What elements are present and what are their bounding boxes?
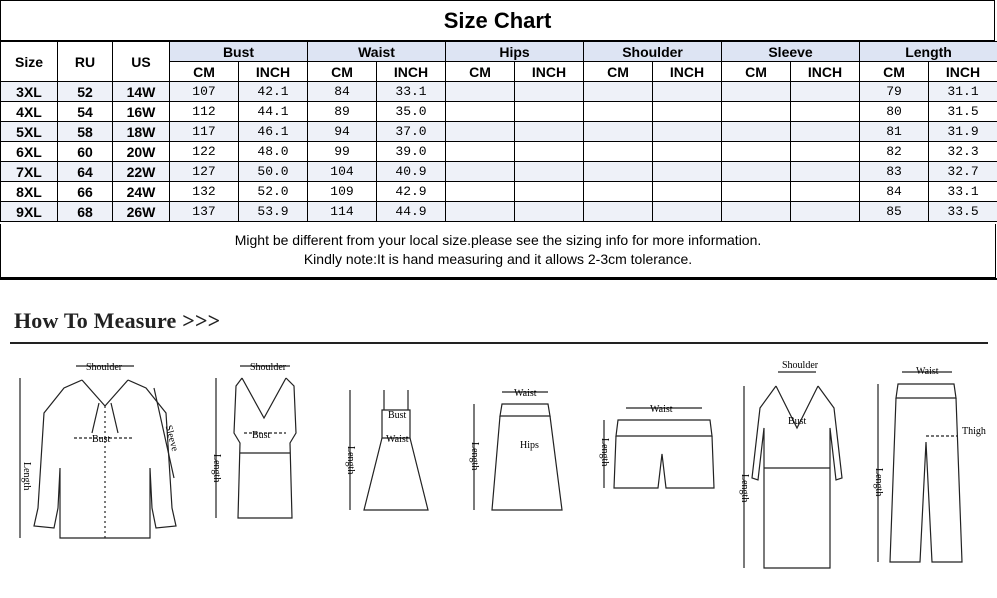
cell-empty [791, 202, 860, 222]
divider [10, 342, 988, 344]
coat-diagram [732, 358, 862, 588]
cell-size: 8XL [1, 182, 58, 202]
cell-empty [722, 142, 791, 162]
length-label: Length [469, 442, 480, 470]
cell-empty [722, 82, 791, 102]
cell-empty [515, 102, 584, 122]
cell-length-cm: 79 [860, 82, 929, 102]
cell-size: 4XL [1, 102, 58, 122]
cell-bust-in: 48.0 [239, 142, 308, 162]
dress-diagram [336, 380, 456, 580]
header-us: US [113, 42, 170, 82]
cell-empty [653, 142, 722, 162]
cell-waist-in: 42.9 [377, 182, 446, 202]
cell-empty [791, 162, 860, 182]
cell-empty [515, 142, 584, 162]
size-table [0, 41, 997, 222]
cell-empty [515, 182, 584, 202]
cell-length-in: 32.7 [929, 162, 997, 182]
shoulder-label: Shoulder [86, 362, 123, 373]
cell-waist-in: 44.9 [377, 202, 446, 222]
cell-empty [446, 102, 515, 122]
unit-header: CM [446, 62, 515, 82]
cell-length-cm: 83 [860, 162, 929, 182]
unit-header: INCH [515, 62, 584, 82]
cell-us: 26W [113, 202, 170, 222]
unit-header: INCH [653, 62, 722, 82]
cell-waist-in: 40.9 [377, 162, 446, 182]
cell-empty [722, 122, 791, 142]
cell-length-cm: 82 [860, 142, 929, 162]
cell-us: 24W [113, 182, 170, 202]
note-line: Kindly note:It is hand measuring and it allows 2-3cm tolerance. [1, 250, 995, 269]
cell-empty [584, 102, 653, 122]
cell-bust-cm: 117 [170, 122, 239, 142]
cell-empty [584, 162, 653, 182]
cell-empty [446, 122, 515, 142]
cell-waist-cm: 89 [308, 102, 377, 122]
cell-size: 6XL [1, 142, 58, 162]
cell-ru: 68 [58, 202, 113, 222]
cell-empty [446, 142, 515, 162]
how-to-measure-section [0, 278, 997, 598]
cell-ru: 58 [58, 122, 113, 142]
cell-waist-cm: 114 [308, 202, 377, 222]
cell-empty [515, 202, 584, 222]
cell-empty [515, 82, 584, 102]
length-label: Length [345, 446, 356, 474]
chart-title: Size Chart [0, 0, 995, 41]
cell-bust-cm: 132 [170, 182, 239, 202]
cell-us: 22W [113, 162, 170, 182]
cell-bust-in: 53.9 [239, 202, 308, 222]
waist-label: Waist [386, 434, 409, 445]
size-chart [0, 0, 997, 278]
length-label: Length [739, 474, 750, 502]
header-ru: RU [58, 42, 113, 82]
table-row [1, 182, 997, 202]
sleeve-label: Sleeve [163, 424, 181, 453]
cell-length-cm: 80 [860, 102, 929, 122]
unit-header: INCH [377, 62, 446, 82]
header-shoulder: Shoulder [584, 42, 722, 62]
cell-us: 20W [113, 142, 170, 162]
cell-empty [653, 82, 722, 102]
cell-empty [791, 122, 860, 142]
cell-ru: 60 [58, 142, 113, 162]
cell-empty [584, 202, 653, 222]
header-length: Length [860, 42, 997, 62]
cell-empty [584, 122, 653, 142]
table-row [1, 102, 997, 122]
cell-ru: 64 [58, 162, 113, 182]
unit-header: CM [170, 62, 239, 82]
bust-label: Bust [388, 410, 407, 421]
length-label: Length [21, 462, 32, 490]
cell-bust-in: 52.0 [239, 182, 308, 202]
cell-empty [791, 142, 860, 162]
cell-size: 7XL [1, 162, 58, 182]
cell-waist-in: 35.0 [377, 102, 446, 122]
table-row [1, 202, 997, 222]
cell-empty [446, 202, 515, 222]
cell-size: 9XL [1, 202, 58, 222]
how-to-measure-title: How To Measure >>> [14, 308, 220, 334]
cell-waist-cm: 104 [308, 162, 377, 182]
cell-us: 14W [113, 82, 170, 102]
cell-bust-in: 42.1 [239, 82, 308, 102]
cell-empty [584, 82, 653, 102]
cell-size: 5XL [1, 122, 58, 142]
cell-length-in: 33.5 [929, 202, 997, 222]
cell-length-cm: 84 [860, 182, 929, 202]
size-notes [0, 224, 996, 278]
thigh-label: Thigh [962, 426, 986, 437]
cell-length-cm: 81 [860, 122, 929, 142]
unit-header: CM [308, 62, 377, 82]
cell-bust-cm: 107 [170, 82, 239, 102]
cell-empty [722, 162, 791, 182]
cell-waist-cm: 109 [308, 182, 377, 202]
shirt-diagram [14, 358, 194, 588]
cell-length-in: 31.5 [929, 102, 997, 122]
cell-empty [653, 122, 722, 142]
cell-empty [446, 82, 515, 102]
cell-length-cm: 85 [860, 202, 929, 222]
header-waist: Waist [308, 42, 446, 62]
cell-empty [446, 162, 515, 182]
waist-label: Waist [650, 404, 673, 415]
unit-header: INCH [791, 62, 860, 82]
table-row [1, 162, 997, 182]
cell-empty [722, 182, 791, 202]
cell-empty [791, 182, 860, 202]
header-bust: Bust [170, 42, 308, 62]
cell-empty [515, 122, 584, 142]
cell-bust-in: 50.0 [239, 162, 308, 182]
unit-header: CM [860, 62, 929, 82]
cell-empty [446, 182, 515, 202]
table-row [1, 142, 997, 162]
header-size: Size [1, 42, 58, 82]
cell-length-in: 32.3 [929, 142, 997, 162]
cell-empty [584, 182, 653, 202]
table-row [1, 122, 997, 142]
cell-size: 3XL [1, 82, 58, 102]
bust-label: Bust [252, 430, 271, 441]
length-label: Length [599, 438, 610, 466]
cell-empty [584, 142, 653, 162]
unit-header: INCH [239, 62, 308, 82]
header-hips: Hips [446, 42, 584, 62]
cell-bust-cm: 122 [170, 142, 239, 162]
cell-waist-cm: 84 [308, 82, 377, 102]
length-label: Length [211, 454, 222, 482]
cell-ru: 52 [58, 82, 113, 102]
cell-empty [515, 162, 584, 182]
waist-label: Waist [916, 366, 939, 377]
cell-empty [791, 82, 860, 102]
unit-header: CM [584, 62, 653, 82]
cell-empty [653, 182, 722, 202]
cell-us: 16W [113, 102, 170, 122]
cell-bust-cm: 127 [170, 162, 239, 182]
waist-label: Waist [514, 388, 537, 399]
cell-bust-cm: 137 [170, 202, 239, 222]
cell-bust-in: 44.1 [239, 102, 308, 122]
cell-empty [653, 202, 722, 222]
hips-label: Hips [520, 440, 539, 451]
cell-empty [653, 162, 722, 182]
cell-length-in: 33.1 [929, 182, 997, 202]
cell-bust-in: 46.1 [239, 122, 308, 142]
length-label: Length [873, 468, 884, 496]
cell-empty [722, 102, 791, 122]
tank-top-diagram [200, 358, 330, 588]
cell-waist-cm: 94 [308, 122, 377, 142]
shoulder-label: Shoulder [250, 362, 287, 373]
cell-waist-in: 33.1 [377, 82, 446, 102]
note-line: Might be different from your local size.please see the sizing info for more information. [1, 231, 995, 250]
header-sleeve: Sleeve [722, 42, 860, 62]
cell-length-in: 31.1 [929, 82, 997, 102]
unit-header: INCH [929, 62, 997, 82]
cell-empty [722, 202, 791, 222]
cell-waist-in: 39.0 [377, 142, 446, 162]
cell-waist-cm: 99 [308, 142, 377, 162]
bust-label: Bust [788, 416, 807, 427]
cell-ru: 66 [58, 182, 113, 202]
bust-label: Bust [92, 434, 111, 445]
shorts-diagram [592, 396, 722, 506]
table-row [1, 82, 997, 102]
cell-us: 18W [113, 122, 170, 142]
cell-ru: 54 [58, 102, 113, 122]
cell-waist-in: 37.0 [377, 122, 446, 142]
shoulder-label: Shoulder [782, 360, 819, 371]
unit-header: CM [722, 62, 791, 82]
cell-bust-cm: 112 [170, 102, 239, 122]
pants-diagram [862, 362, 992, 588]
skirt-diagram [462, 380, 582, 580]
cell-empty [791, 102, 860, 122]
cell-empty [653, 102, 722, 122]
cell-length-in: 31.9 [929, 122, 997, 142]
